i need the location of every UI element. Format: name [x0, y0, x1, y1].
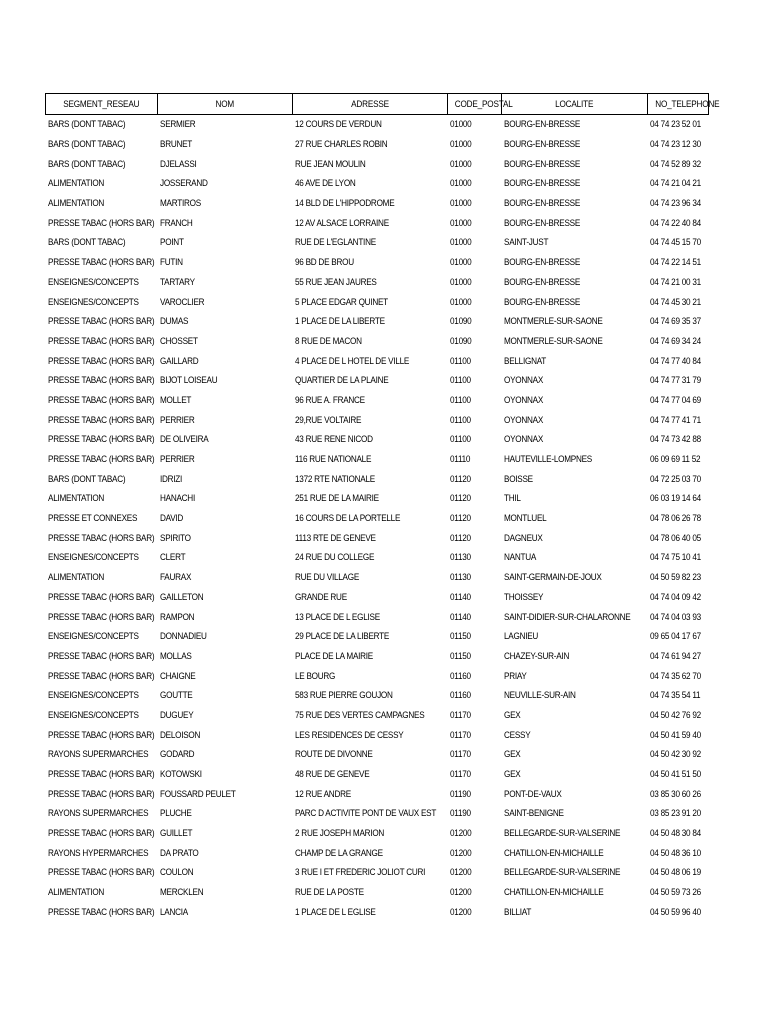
cell-no-telephone: 04 74 61 94 27	[649, 650, 701, 662]
cell-no-telephone: 03 85 23 91 20	[649, 808, 701, 820]
cell-localite: THOISSEY	[503, 591, 543, 603]
cell-code-postal: 01100	[449, 355, 471, 367]
table-row	[46, 469, 709, 489]
table-row	[46, 410, 709, 430]
cell-segment-reseau: BARS (DONT TABAC)	[47, 158, 125, 170]
cell-no-telephone: 04 74 75 10 41	[649, 552, 701, 564]
cell-nom: SPIRITO	[159, 532, 191, 544]
cell-nom: DELOISON	[159, 729, 200, 741]
cell-localite: SAINT-GERMAIN-DE-JOUX	[503, 572, 602, 584]
cell-nom: TARTARY	[159, 276, 195, 288]
cell-adresse: 75 RUE DES VERTES CAMPAGNES	[294, 709, 424, 721]
cell-nom: PERRIER	[159, 414, 195, 426]
cell-nom: IDRIZI	[159, 473, 182, 485]
cell-localite: DAGNEUX	[503, 532, 543, 544]
cell-adresse: 96 RUE A. FRANCE	[294, 394, 365, 406]
cell-no-telephone: 04 72 25 03 70	[649, 473, 701, 485]
cell-segment-reseau: RAYONS SUPERMARCHES	[47, 749, 148, 761]
cell-adresse: PLACE DE LA MAIRIE	[294, 650, 373, 662]
cell-nom: GAILLARD	[159, 355, 198, 367]
cell-localite: OYONNAX	[503, 434, 543, 446]
cell-adresse: 14 BLD DE L'HIPPODROME	[294, 198, 394, 210]
cell-nom: DONNADIEU	[159, 631, 207, 643]
table-row	[46, 588, 709, 608]
cell-localite: CHAZEY-SUR-AIN	[503, 650, 569, 662]
cell-nom: POINT	[159, 237, 184, 249]
spreadsheet-page	[45, 93, 720, 922]
cell-code-postal: 01000	[449, 296, 471, 308]
cell-segment-reseau: BARS (DONT TABAC)	[47, 473, 125, 485]
table-row	[46, 647, 709, 667]
cell-nom: MOLLET	[159, 394, 191, 406]
cell-nom: GAILLETON	[159, 591, 203, 603]
cell-nom: GOUTTE	[159, 690, 193, 702]
cell-adresse: 116 RUE NATIONALE	[294, 454, 371, 466]
cell-no-telephone: 04 74 23 52 01	[649, 119, 701, 131]
cell-code-postal: 01170	[449, 729, 471, 741]
table-row	[46, 903, 709, 923]
cell-code-postal: 01140	[449, 591, 471, 603]
cell-segment-reseau: PRESSE TABAC (HORS BAR)	[47, 729, 154, 741]
cell-segment-reseau: PRESSE TABAC (HORS BAR)	[47, 217, 154, 229]
cell-no-telephone: 04 74 77 31 79	[649, 375, 701, 387]
table-row	[46, 843, 709, 863]
cell-no-telephone: 04 74 77 41 71	[649, 414, 701, 426]
table-row	[46, 666, 709, 686]
cell-adresse: RUE DE L'EGLANTINE	[294, 237, 376, 249]
cell-code-postal: 01000	[449, 217, 471, 229]
cell-localite: MONTMERLE-SUR-SAONE	[503, 316, 603, 328]
cell-adresse: 1 PLACE DE L EGLISE	[294, 906, 376, 918]
cell-code-postal: 01000	[449, 198, 471, 210]
cell-localite: NEUVILLE-SUR-AIN	[503, 690, 576, 702]
cell-adresse: 48 RUE DE GENEVE	[294, 769, 369, 781]
cell-no-telephone: 04 50 48 36 10	[649, 847, 701, 859]
cell-segment-reseau: ENSEIGNES/CONCEPTS	[47, 631, 139, 643]
cell-localite: BOURG-EN-BRESSE	[503, 257, 580, 269]
cell-nom: VAROCLIER	[159, 296, 204, 308]
cell-no-telephone: 04 50 48 30 84	[649, 828, 701, 840]
cell-nom: DJELASSI	[159, 158, 197, 170]
cell-code-postal: 01200	[449, 847, 471, 859]
cell-segment-reseau: PRESSE TABAC (HORS BAR)	[47, 454, 154, 466]
table-row	[46, 548, 709, 568]
cell-adresse: 43 RUE RENE NICOD	[294, 434, 373, 446]
cell-nom: DUMAS	[159, 316, 188, 328]
cell-no-telephone: 04 74 69 34 24	[649, 335, 701, 347]
cell-adresse: 16 COURS DE LA PORTELLE	[294, 513, 400, 525]
cell-nom: PERRIER	[159, 454, 195, 466]
cell-adresse: 55 RUE JEAN JAURES	[294, 276, 377, 288]
cell-segment-reseau: PRESSE TABAC (HORS BAR)	[47, 532, 154, 544]
cell-localite: OYONNAX	[503, 394, 543, 406]
cell-code-postal: 01160	[449, 690, 471, 702]
cell-code-postal: 01000	[449, 119, 471, 131]
table-row	[46, 489, 709, 509]
cell-no-telephone: 04 74 52 89 32	[649, 158, 701, 170]
cell-no-telephone: 04 50 42 30 92	[649, 749, 701, 761]
table-row	[46, 233, 709, 253]
table-row	[46, 725, 709, 745]
cell-adresse: 3 RUE I ET FREDERIC JOLIOT CURI	[294, 867, 425, 879]
cell-code-postal: 01120	[449, 473, 471, 485]
cell-localite: GEX	[503, 709, 520, 721]
cell-no-telephone: 04 74 04 03 93	[649, 611, 701, 623]
cell-code-postal: 01160	[449, 670, 471, 682]
cell-nom: DE OLIVEIRA	[159, 434, 208, 446]
cell-segment-reseau: PRESSE TABAC (HORS BAR)	[47, 591, 154, 603]
cell-localite: CHATILLON-EN-MICHAILLE	[503, 887, 604, 899]
table-row	[46, 528, 709, 548]
cell-localite: BOISSE	[503, 473, 533, 485]
cell-localite: BOURG-EN-BRESSE	[503, 217, 580, 229]
table-row	[46, 450, 709, 470]
cell-adresse: 12 COURS DE VERDUN	[294, 119, 382, 131]
cell-localite: BOURG-EN-BRESSE	[503, 276, 580, 288]
cell-localite: PONT-DE-VAUX	[503, 788, 562, 800]
cell-nom: PLUCHE	[159, 808, 192, 820]
cell-localite: BELLEGARDE-SUR-VALSERINE	[503, 828, 620, 840]
cell-localite: CESSY	[503, 729, 530, 741]
cell-adresse: 29 PLACE DE LA LIBERTE	[294, 631, 389, 643]
cell-code-postal: 01130	[449, 572, 471, 584]
cell-segment-reseau: PRESSE TABAC (HORS BAR)	[47, 355, 154, 367]
cell-adresse: RUE JEAN MOULIN	[294, 158, 366, 170]
cell-segment-reseau: PRESSE TABAC (HORS BAR)	[47, 257, 154, 269]
cell-nom: MARTIROS	[159, 198, 201, 210]
cell-segment-reseau: ALIMENTATION	[47, 493, 104, 505]
cell-nom: SERMIER	[159, 119, 195, 131]
cell-segment-reseau: ALIMENTATION	[47, 572, 104, 584]
cell-no-telephone: 04 78 06 40 05	[649, 532, 701, 544]
header-no-telephone: NO_TELEPHONE	[648, 94, 709, 115]
cell-adresse: 4 PLACE DE L HOTEL DE VILLE	[294, 355, 409, 367]
cell-localite: MONTLUEL	[503, 513, 546, 525]
cell-nom: FAURAX	[159, 572, 191, 584]
cell-adresse: 12 RUE ANDRE	[294, 788, 351, 800]
cell-no-telephone: 04 74 45 30 21	[649, 296, 701, 308]
cell-no-telephone: 04 74 73 42 88	[649, 434, 701, 446]
cell-nom: DUGUEY	[159, 709, 193, 721]
cell-localite: OYONNAX	[503, 414, 543, 426]
cell-localite: BELLEGARDE-SUR-VALSERINE	[503, 867, 620, 879]
cell-adresse: 29,RUE VOLTAIRE	[294, 414, 361, 426]
cell-segment-reseau: PRESSE TABAC (HORS BAR)	[47, 769, 154, 781]
cell-localite: GEX	[503, 769, 520, 781]
table-row	[46, 351, 709, 371]
table-row	[46, 883, 709, 903]
cell-segment-reseau: PRESSE TABAC (HORS BAR)	[47, 906, 154, 918]
cell-code-postal: 01110	[449, 454, 470, 466]
cell-localite: CHATILLON-EN-MICHAILLE	[503, 847, 604, 859]
cell-adresse: 1113 RTE DE GENEVE	[294, 532, 376, 544]
cell-no-telephone: 03 85 30 60 26	[649, 788, 701, 800]
cell-segment-reseau: PRESSE TABAC (HORS BAR)	[47, 434, 154, 446]
cell-segment-reseau: PRESSE TABAC (HORS BAR)	[47, 316, 154, 328]
cell-nom: KOTOWSKI	[159, 769, 202, 781]
cell-code-postal: 01100	[449, 414, 471, 426]
cell-localite: HAUTEVILLE-LOMPNES	[503, 454, 592, 466]
cell-code-postal: 01190	[449, 808, 471, 820]
cell-adresse: RUE DE LA POSTE	[294, 887, 364, 899]
cell-adresse: 96 BD DE BROU	[294, 257, 354, 269]
cell-localite: MONTMERLE-SUR-SAONE	[503, 335, 603, 347]
cell-nom: DA PRATO	[159, 847, 198, 859]
cell-nom: LANCIA	[159, 906, 188, 918]
cell-segment-reseau: BARS (DONT TABAC)	[47, 119, 125, 131]
cell-no-telephone: 04 50 59 73 26	[649, 887, 701, 899]
cell-segment-reseau: ENSEIGNES/CONCEPTS	[47, 296, 139, 308]
table-row	[46, 509, 709, 529]
table-row	[46, 568, 709, 588]
cell-code-postal: 01190	[449, 788, 471, 800]
cell-nom: FRANCH	[159, 217, 193, 229]
table-row	[46, 607, 709, 627]
cell-localite: BOURG-EN-BRESSE	[503, 296, 580, 308]
cell-code-postal: 01200	[449, 887, 471, 899]
header-nom: NOM	[158, 94, 293, 115]
cell-code-postal: 01120	[449, 513, 471, 525]
cell-no-telephone: 04 50 41 59 40	[649, 729, 701, 741]
cell-no-telephone: 04 74 21 00 31	[649, 276, 701, 288]
cell-nom: MERCKLEN	[159, 887, 203, 899]
cell-no-telephone: 04 50 59 96 40	[649, 906, 701, 918]
table-row	[46, 706, 709, 726]
cell-no-telephone: 04 50 41 51 50	[649, 769, 701, 781]
cell-nom: COULON	[159, 867, 193, 879]
cell-localite: NANTUA	[503, 552, 536, 564]
cell-localite: BOURG-EN-BRESSE	[503, 139, 580, 151]
cell-segment-reseau: PRESSE TABAC (HORS BAR)	[47, 375, 154, 387]
cell-nom: CHOSSET	[159, 335, 198, 347]
table-row	[46, 253, 709, 273]
cell-segment-reseau: PRESSE TABAC (HORS BAR)	[47, 611, 154, 623]
cell-no-telephone: 04 74 04 09 42	[649, 591, 701, 603]
table-row	[46, 391, 709, 411]
cell-nom: BIJOT LOISEAU	[159, 375, 217, 387]
cell-no-telephone: 04 74 23 12 30	[649, 139, 701, 151]
cell-nom: MOLLAS	[159, 650, 192, 662]
cell-segment-reseau: PRESSE TABAC (HORS BAR)	[47, 788, 154, 800]
cell-code-postal: 01130	[449, 552, 471, 564]
cell-no-telephone: 04 74 22 40 84	[649, 217, 701, 229]
cell-adresse: ROUTE DE DIVONNE	[294, 749, 373, 761]
cell-nom: CLERT	[159, 552, 185, 564]
cell-code-postal: 01140	[449, 611, 471, 623]
cell-nom: JOSSERAND	[159, 178, 208, 190]
cell-adresse: QUARTIER DE LA PLAINE	[294, 375, 388, 387]
cell-adresse: PARC D ACTIVITE PONT DE VAUX EST	[294, 808, 436, 820]
cell-code-postal: 01100	[449, 434, 471, 446]
cell-adresse: 27 RUE CHARLES ROBIN	[294, 139, 387, 151]
cell-code-postal: 01090	[449, 335, 471, 347]
cell-code-postal: 01120	[449, 493, 471, 505]
cell-no-telephone: 04 50 48 06 19	[649, 867, 701, 879]
cell-code-postal: 01200	[449, 906, 471, 918]
cell-code-postal: 01090	[449, 316, 471, 328]
cell-nom: HANACHI	[159, 493, 195, 505]
cell-adresse: 5 PLACE EDGAR QUINET	[294, 296, 388, 308]
cell-segment-reseau: PRESSE TABAC (HORS BAR)	[47, 335, 154, 347]
cell-segment-reseau: ENSEIGNES/CONCEPTS	[47, 552, 139, 564]
cell-segment-reseau: RAYONS SUPERMARCHES	[47, 808, 148, 820]
cell-adresse: 2 RUE JOSEPH MARION	[294, 828, 384, 840]
cell-segment-reseau: ENSEIGNES/CONCEPTS	[47, 709, 139, 721]
header-code-postal: CODE_POSTAL	[448, 94, 502, 115]
cell-no-telephone: 09 65 04 17 67	[649, 631, 701, 643]
cell-code-postal: 01000	[449, 158, 471, 170]
cell-localite: BOURG-EN-BRESSE	[503, 119, 580, 131]
cell-adresse: 1372 RTE NATIONALE	[294, 473, 375, 485]
cell-localite: BOURG-EN-BRESSE	[503, 178, 580, 190]
table-row	[46, 686, 709, 706]
cell-no-telephone: 06 09 69 11 52	[649, 454, 700, 466]
header-adresse: ADRESSE	[293, 94, 448, 115]
cell-no-telephone: 04 74 35 62 70	[649, 670, 701, 682]
table-row	[46, 804, 709, 824]
cell-segment-reseau: ENSEIGNES/CONCEPTS	[47, 690, 139, 702]
header-localite: LOCALITE	[502, 94, 648, 115]
cell-no-telephone: 04 74 21 04 21	[649, 178, 701, 190]
table-row	[46, 765, 709, 785]
cell-code-postal: 01100	[449, 394, 471, 406]
cell-localite: SAINT-BENIGNE	[503, 808, 564, 820]
cell-adresse: 46 AVE DE LYON	[294, 178, 356, 190]
cell-segment-reseau: PRESSE TABAC (HORS BAR)	[47, 670, 154, 682]
cell-code-postal: 01170	[449, 769, 471, 781]
cell-code-postal: 01200	[449, 867, 471, 879]
table-row	[46, 312, 709, 332]
table-row	[46, 154, 709, 174]
cell-no-telephone: 04 74 77 04 69	[649, 394, 701, 406]
cell-code-postal: 01170	[449, 709, 471, 721]
table-body	[46, 115, 709, 923]
cell-adresse: 8 RUE DE MACON	[294, 335, 362, 347]
cell-adresse: 24 RUE DU COLLEGE	[294, 552, 374, 564]
cell-localite: PRIAY	[503, 670, 527, 682]
cell-localite: OYONNAX	[503, 375, 543, 387]
cell-code-postal: 01000	[449, 139, 471, 151]
cell-code-postal: 01150	[449, 631, 471, 643]
cell-no-telephone: 04 74 45 15 70	[649, 237, 701, 249]
cell-no-telephone: 06 03 19 14 64	[649, 493, 701, 505]
cell-code-postal: 01170	[449, 749, 471, 761]
cell-adresse: LE BOURG	[294, 670, 335, 682]
cell-adresse: GRANDE RUE	[294, 591, 347, 603]
cell-code-postal: 01150	[449, 650, 471, 662]
cell-code-postal: 01000	[449, 257, 471, 269]
cell-localite: THIL	[503, 493, 521, 505]
table-row	[46, 115, 709, 135]
cell-no-telephone: 04 74 35 54 11	[649, 690, 700, 702]
cell-segment-reseau: BARS (DONT TABAC)	[47, 139, 125, 151]
cell-adresse: CHAMP DE LA GRANGE	[294, 847, 383, 859]
header-segment-reseau: SEGMENT_RESEAU	[46, 94, 158, 115]
cell-nom: FOUSSARD PEULET	[159, 788, 236, 800]
cell-code-postal: 01120	[449, 532, 471, 544]
cell-localite: SAINT-JUST	[503, 237, 548, 249]
cell-adresse: 251 RUE DE LA MAIRIE	[294, 493, 379, 505]
table-row	[46, 745, 709, 765]
cell-segment-reseau: ALIMENTATION	[47, 198, 104, 210]
table-row	[46, 174, 709, 194]
cell-segment-reseau: ALIMENTATION	[47, 178, 104, 190]
cell-localite: GEX	[503, 749, 520, 761]
table-row	[46, 863, 709, 883]
cell-adresse: 12 AV ALSACE LORRAINE	[294, 217, 389, 229]
table-row	[46, 292, 709, 312]
cell-code-postal: 01100	[449, 375, 471, 387]
table-row	[46, 430, 709, 450]
cell-segment-reseau: PRESSE TABAC (HORS BAR)	[47, 867, 154, 879]
cell-code-postal: 01000	[449, 276, 471, 288]
cell-nom: FUTIN	[159, 257, 183, 269]
cell-no-telephone: 04 74 69 35 37	[649, 316, 701, 328]
cell-segment-reseau: PRESSE TABAC (HORS BAR)	[47, 414, 154, 426]
cell-segment-reseau: ENSEIGNES/CONCEPTS	[47, 276, 139, 288]
cell-segment-reseau: PRESSE ET CONNEXES	[47, 513, 137, 525]
cell-segment-reseau: PRESSE TABAC (HORS BAR)	[47, 650, 154, 662]
table-row	[46, 824, 709, 844]
cell-no-telephone: 04 50 42 76 92	[649, 709, 701, 721]
cell-segment-reseau: PRESSE TABAC (HORS BAR)	[47, 394, 154, 406]
cell-adresse: 1 PLACE DE LA LIBERTE	[294, 316, 385, 328]
cell-segment-reseau: BARS (DONT TABAC)	[47, 237, 125, 249]
table-row	[46, 627, 709, 647]
header-row	[46, 94, 709, 115]
retailer-table	[45, 93, 720, 922]
cell-adresse: RUE DU VILLAGE	[294, 572, 359, 584]
cell-localite: BOURG-EN-BRESSE	[503, 158, 580, 170]
table-row	[46, 273, 709, 293]
cell-adresse: 583 RUE PIERRE GOUJON	[294, 690, 393, 702]
cell-localite: BILLIAT	[503, 906, 531, 918]
table-row	[46, 332, 709, 352]
cell-segment-reseau: PRESSE TABAC (HORS BAR)	[47, 828, 154, 840]
cell-nom: RAMPON	[159, 611, 194, 623]
cell-segment-reseau: ALIMENTATION	[47, 887, 104, 899]
cell-no-telephone: 04 74 22 14 51	[649, 257, 701, 269]
cell-nom: GODARD	[159, 749, 194, 761]
cell-adresse: LES RESIDENCES DE CESSY	[294, 729, 403, 741]
cell-nom: GUILLET	[159, 828, 192, 840]
cell-code-postal: 01000	[449, 237, 471, 249]
table-row	[46, 371, 709, 391]
cell-code-postal: 01000	[449, 178, 471, 190]
cell-localite: BELLIGNAT	[503, 355, 546, 367]
table-row	[46, 135, 709, 155]
cell-nom: CHAIGNE	[159, 670, 195, 682]
cell-no-telephone: 04 74 23 96 34	[649, 198, 701, 210]
cell-localite: BOURG-EN-BRESSE	[503, 198, 580, 210]
cell-code-postal: 01200	[449, 828, 471, 840]
table-row	[46, 213, 709, 233]
table-row	[46, 194, 709, 214]
cell-nom: BRUNET	[159, 139, 192, 151]
cell-adresse: 13 PLACE DE L EGLISE	[294, 611, 380, 623]
table-row	[46, 784, 709, 804]
cell-no-telephone: 04 50 59 82 23	[649, 572, 701, 584]
cell-localite: SAINT-DIDIER-SUR-CHALARONNE	[503, 611, 631, 623]
cell-no-telephone: 04 78 06 26 78	[649, 513, 701, 525]
cell-no-telephone: 04 74 77 40 84	[649, 355, 701, 367]
cell-nom: DAVID	[159, 513, 183, 525]
cell-segment-reseau: RAYONS HYPERMARCHES	[47, 847, 148, 859]
cell-localite: LAGNIEU	[503, 631, 538, 643]
